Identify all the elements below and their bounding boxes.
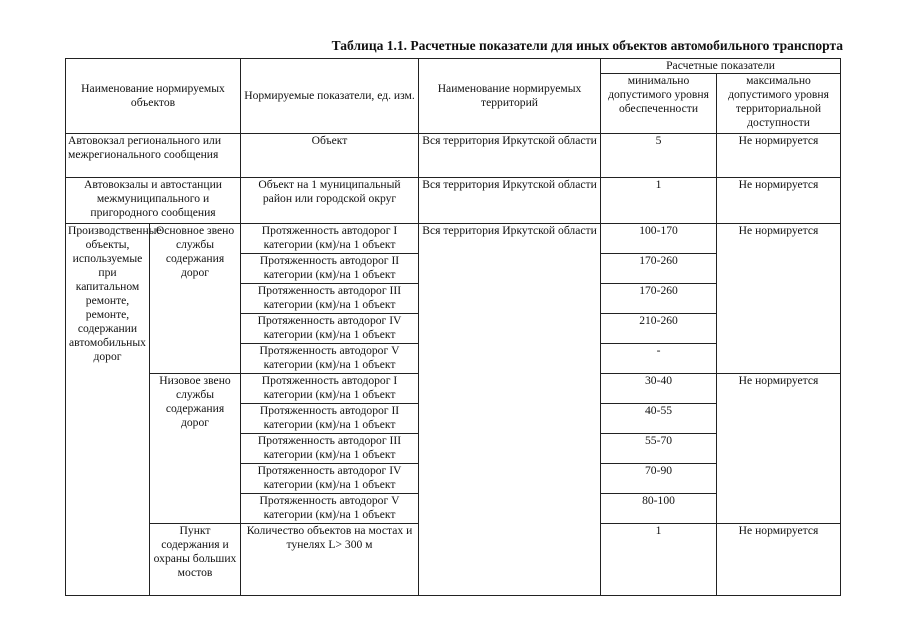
row-name: Автовокзалы и автостанции межмуниципального и пригородного сообщения xyxy=(66,178,241,224)
row-min: 30-40 xyxy=(601,374,717,404)
row-max: Не нормируется xyxy=(717,374,841,524)
indicators-table xyxy=(65,58,841,596)
row-indicator: Протяженность автодорог II категории (км)/на 1 объект xyxy=(241,404,419,434)
row-max: Не нормируется xyxy=(717,524,841,596)
row-min: 40-55 xyxy=(601,404,717,434)
row-indicator: Протяженность автодорог II категории (км)/на 1 объект xyxy=(241,254,419,284)
header-max: максимально допустимого уровня территориальной доступности xyxy=(717,74,841,134)
row-min: 55-70 xyxy=(601,434,717,464)
row-territory: Вся территория Иркутской области xyxy=(419,224,601,596)
row-min: - xyxy=(601,344,717,374)
table-title: Таблица 1.1. Расчетные показатели для иных объектов автомобильного транспорта xyxy=(331,38,843,53)
row-indicator: Протяженность автодорог III категории (км)/на 1 объект xyxy=(241,434,419,464)
basic-link: Основное звено службы содержания дорог xyxy=(150,224,241,374)
header-indicators: Нормируемые показатели, ед. изм. xyxy=(241,59,419,134)
row-indicator: Протяженность автодорог III категории (км)/на 1 объект xyxy=(241,284,419,314)
row-min: 80-100 xyxy=(601,494,717,524)
row-indicator: Протяженность автодорог I категории (км)/на 1 объект xyxy=(241,374,419,404)
production-objects: Производственные объекты, используемые при капитальном ремонте, ремонте, содержании автомобильных дорог xyxy=(66,224,150,596)
row-min: 210-260 xyxy=(601,314,717,344)
header-territory: Наименование нормируемых территорий xyxy=(419,59,601,134)
row-max: Не нормируется xyxy=(717,224,841,374)
row-territory: Вся территория Иркутской области xyxy=(419,178,601,224)
header-calc: Расчетные показатели xyxy=(601,59,841,74)
row-indicator: Объект xyxy=(241,134,419,178)
row-min: 70-90 xyxy=(601,464,717,494)
bridge-point: Пункт содержания и охраны больших мостов xyxy=(150,524,241,596)
row-min: 170-260 xyxy=(601,284,717,314)
row-min: 5 xyxy=(601,134,717,178)
row-name: Автовокзал регионального или межрегионального сообщения xyxy=(66,134,241,178)
row-max: Не нормируется xyxy=(717,134,841,178)
row-min: 100-170 xyxy=(601,224,717,254)
row-indicator: Протяженность автодорог IV категории (км)/на 1 объект xyxy=(241,464,419,494)
row-min: 1 xyxy=(601,178,717,224)
row-indicator: Объект на 1 муниципальный район или городской округ xyxy=(241,178,419,224)
row-indicator: Протяженность автодорог V категории (км)/на 1 объект xyxy=(241,344,419,374)
row-indicator: Протяженность автодорог I категории (км)/на 1 объект xyxy=(241,224,419,254)
row-territory: Вся территория Иркутской области xyxy=(419,134,601,178)
row-indicator: Количество объектов на мостах и тунелях L> 300 м xyxy=(241,524,419,596)
row-min: 1 xyxy=(601,524,717,596)
lower-link: Низовое звено службы содержания дорог xyxy=(150,374,241,524)
row-indicator: Протяженность автодорог V категории (км)/на 1 объект xyxy=(241,494,419,524)
header-object-name: Наименование нормируемых объектов xyxy=(66,59,241,134)
header-min: минимально допустимого уровня обеспеченности xyxy=(601,74,717,134)
row-max: Не нормируется xyxy=(717,178,841,224)
row-min: 170-260 xyxy=(601,254,717,284)
row-indicator: Протяженность автодорог IV категории (км)/на 1 объект xyxy=(241,314,419,344)
